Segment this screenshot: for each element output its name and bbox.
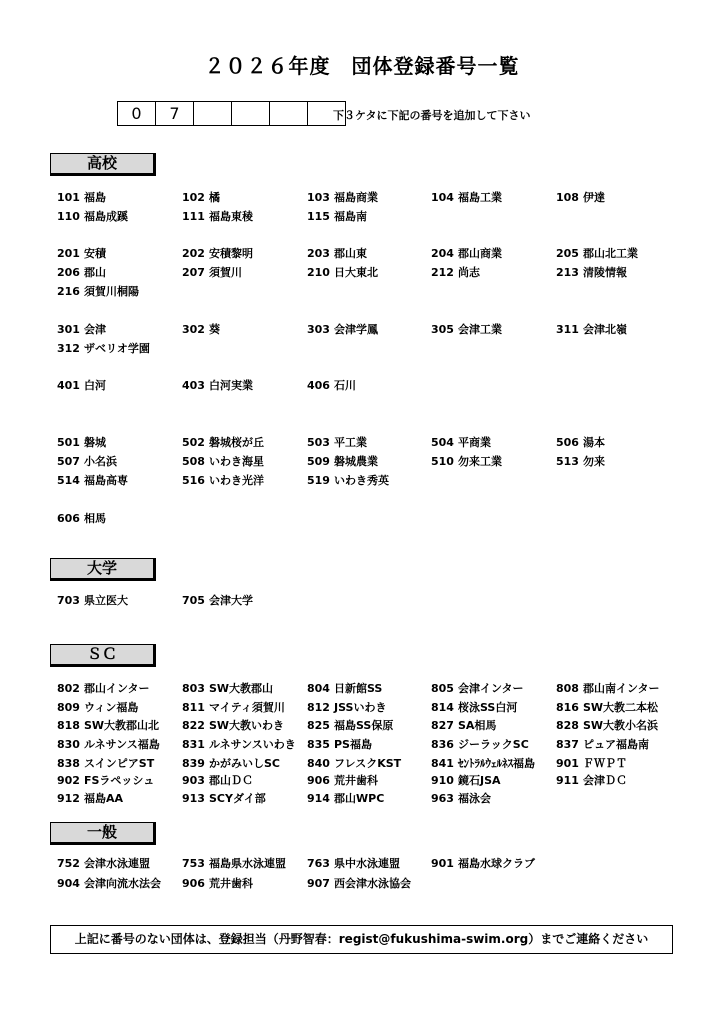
team-name: SA相馬	[458, 719, 497, 732]
team-name: JSSいわき	[334, 701, 387, 714]
team-number: 901	[556, 757, 579, 770]
team-name: マイティ須賀川	[209, 701, 285, 714]
team-name: FSラペッシュ	[84, 774, 155, 787]
team-number: 818	[57, 719, 80, 732]
team-name: 石川	[334, 379, 356, 392]
team-entry	[431, 736, 529, 752]
team-name: フレスクKST	[334, 757, 402, 770]
code-digit-3	[194, 102, 232, 125]
team-name: SW大教二本松	[583, 701, 659, 714]
team-entry	[182, 717, 284, 733]
team-entry	[57, 772, 154, 788]
team-number: 507	[57, 455, 80, 468]
team-entry	[57, 680, 150, 696]
team-name: 須賀川	[209, 266, 242, 279]
team-entry	[307, 434, 367, 450]
team-number: 519	[307, 474, 330, 487]
team-number: 828	[556, 719, 579, 732]
team-number: 803	[182, 682, 205, 695]
team-number: 809	[57, 701, 80, 714]
team-number: 906	[307, 774, 330, 787]
code-digit-2: 7	[156, 102, 194, 125]
team-entry	[556, 453, 605, 469]
team-entry	[431, 189, 502, 205]
team-entry	[556, 245, 638, 261]
team-name: ｾﾝﾄﾗﾙｳｪﾙﾈｽ福島	[458, 757, 535, 770]
team-number: 838	[57, 757, 80, 770]
team-entry	[182, 855, 286, 871]
team-number: 835	[307, 738, 330, 751]
team-entry	[431, 434, 491, 450]
team-number: 111	[182, 210, 205, 223]
team-entry	[307, 453, 378, 469]
team-number: 305	[431, 323, 454, 336]
team-entry	[57, 875, 161, 891]
team-name: 平工業	[334, 436, 367, 449]
team-number: 205	[556, 247, 579, 260]
team-number: 705	[182, 594, 205, 607]
team-entry	[182, 790, 266, 806]
team-number: 804	[307, 682, 330, 695]
team-number: 104	[431, 191, 454, 204]
team-entry	[307, 321, 378, 337]
team-entry	[307, 772, 378, 788]
team-number: 841	[431, 757, 454, 770]
team-number: 401	[57, 379, 80, 392]
team-name: 福島	[84, 191, 106, 204]
team-number: 101	[57, 191, 80, 204]
team-name: 西会津水泳協会	[334, 877, 411, 890]
team-name: 磐城	[84, 436, 106, 449]
team-number: 403	[182, 379, 205, 392]
team-number: 907	[307, 877, 330, 890]
code-digit-4	[232, 102, 270, 125]
team-entry	[431, 717, 496, 733]
team-number: 201	[57, 247, 80, 260]
team-number: 508	[182, 455, 205, 468]
team-number: 504	[431, 436, 454, 449]
code-digit-5	[270, 102, 308, 125]
team-number: 212	[431, 266, 454, 279]
team-number: 910	[431, 774, 454, 787]
team-name: 勿来工業	[458, 455, 502, 468]
team-name: 平商業	[458, 436, 491, 449]
team-number: 301	[57, 323, 80, 336]
team-number: 311	[556, 323, 579, 336]
team-number: 703	[57, 594, 80, 607]
team-entry	[57, 755, 154, 771]
team-name: 会津	[84, 323, 106, 336]
team-number: 103	[307, 191, 330, 204]
team-entry	[431, 680, 524, 696]
team-name: 清陵情報	[583, 266, 627, 279]
team-number: 903	[182, 774, 205, 787]
team-name: 会津インター	[458, 682, 524, 695]
team-number: 827	[431, 719, 454, 732]
team-name: 福島県水泳連盟	[209, 857, 286, 870]
instruction-text: 下３ケタに下記の番号を追加して下さい	[333, 109, 531, 122]
team-entry	[556, 189, 605, 205]
team-entry	[57, 790, 123, 806]
team-name: 会津向流水法会	[84, 877, 161, 890]
team-number: 203	[307, 247, 330, 260]
team-name: 福島高専	[84, 474, 128, 487]
team-entry	[182, 245, 253, 261]
team-entry	[556, 699, 658, 715]
team-number: 802	[57, 682, 80, 695]
team-entry	[307, 875, 411, 891]
team-name: 福島商業	[334, 191, 378, 204]
team-name: 郡山インター	[84, 682, 150, 695]
team-name: いわき秀英	[334, 474, 389, 487]
team-number: 503	[307, 436, 330, 449]
team-entry	[57, 283, 139, 299]
section-header-general: 一般	[50, 822, 156, 845]
page-title: ２０２６年度 団体登録番号一覧	[204, 54, 520, 78]
team-name: 福島SS保原	[334, 719, 394, 732]
team-number: 805	[431, 682, 454, 695]
team-entry	[57, 717, 159, 733]
team-name: いわき光洋	[209, 474, 264, 487]
team-entry	[556, 264, 627, 280]
team-number: 502	[182, 436, 205, 449]
team-entry	[57, 321, 106, 337]
team-name: 日新館SS	[334, 682, 383, 695]
team-entry	[57, 208, 128, 224]
team-name: SW大教郡山	[209, 682, 274, 695]
team-number: 912	[57, 792, 80, 805]
team-number: 102	[182, 191, 205, 204]
team-name: 郡山東	[334, 247, 367, 260]
team-entry	[182, 472, 264, 488]
team-name: ルネサンス福島	[84, 738, 160, 751]
team-number: 913	[182, 792, 205, 805]
team-entry	[431, 245, 502, 261]
team-name: 福島成蹊	[84, 210, 128, 223]
team-name: 相馬	[84, 512, 106, 525]
team-entry	[182, 264, 242, 280]
team-name: SCYダイ部	[209, 792, 266, 805]
section-header-sc: ＳＣ	[50, 644, 156, 667]
section-header-university: 大学	[50, 558, 156, 581]
team-name: 会津ＤＣ	[583, 774, 627, 787]
team-number: 115	[307, 210, 330, 223]
team-name: 会津工業	[458, 323, 502, 336]
team-entry	[556, 736, 649, 752]
team-name: 須賀川桐陽	[84, 285, 139, 298]
team-entry	[307, 790, 384, 806]
team-entry	[307, 264, 378, 280]
team-entry	[307, 736, 372, 752]
team-entry	[556, 680, 660, 696]
team-name: PS福島	[334, 738, 372, 751]
team-number: 207	[182, 266, 205, 279]
team-name: いわき海星	[209, 455, 264, 468]
team-entry	[57, 377, 106, 393]
team-entry	[182, 736, 296, 752]
team-entry	[57, 264, 106, 280]
team-entry	[431, 790, 491, 806]
team-number: 840	[307, 757, 330, 770]
team-number: 514	[57, 474, 80, 487]
team-number: 513	[556, 455, 579, 468]
team-entry	[307, 245, 367, 261]
team-number: 830	[57, 738, 80, 751]
team-entry	[57, 736, 160, 752]
team-number: 763	[307, 857, 330, 870]
team-name: 県立医大	[84, 594, 128, 607]
team-number: 501	[57, 436, 80, 449]
team-entry	[431, 855, 535, 871]
team-name: 小名浜	[84, 455, 117, 468]
team-name: 会津学鳳	[334, 323, 378, 336]
team-entry	[182, 592, 253, 608]
team-number: 808	[556, 682, 579, 695]
team-name: 伊達	[583, 191, 605, 204]
team-name: 郡山WPC	[334, 792, 385, 805]
team-entry	[57, 699, 138, 715]
team-number: 814	[431, 701, 454, 714]
team-entry	[57, 855, 150, 871]
team-number: 202	[182, 247, 205, 260]
team-number: 811	[182, 701, 205, 714]
team-entry	[182, 680, 273, 696]
team-entry	[431, 453, 502, 469]
team-name: 安積黎明	[209, 247, 253, 260]
team-number: 904	[57, 877, 80, 890]
contact-footer: 上記に番号のない団体は、登録担当（丹野智春：regist@fukushima-swim.org）までご連絡ください	[50, 925, 673, 954]
team-name: ザベリオ学園	[84, 342, 150, 355]
team-number: 752	[57, 857, 80, 870]
team-entry	[57, 434, 106, 450]
team-entry	[57, 340, 150, 356]
team-number: 812	[307, 701, 330, 714]
team-number: 108	[556, 191, 579, 204]
team-name: 磐城桜が丘	[209, 436, 264, 449]
team-entry	[57, 245, 106, 261]
team-number: 213	[556, 266, 579, 279]
team-number: 837	[556, 738, 579, 751]
team-entry	[556, 755, 627, 771]
team-number: 303	[307, 323, 330, 336]
team-number: 206	[57, 266, 80, 279]
team-name: SW大教小名浜	[583, 719, 659, 732]
team-name: 葵	[209, 323, 220, 336]
team-number: 753	[182, 857, 205, 870]
team-number: 516	[182, 474, 205, 487]
team-entry	[307, 189, 378, 205]
team-name: 安積	[84, 247, 106, 260]
team-number: 831	[182, 738, 205, 751]
team-number: 906	[182, 877, 205, 890]
team-name: 桜泳SS白河	[458, 701, 518, 714]
team-name: かがみいしSC	[209, 757, 280, 770]
team-name: 福島南	[334, 210, 367, 223]
team-name: 白河実業	[209, 379, 253, 392]
team-entry	[182, 189, 220, 205]
team-number: 210	[307, 266, 330, 279]
team-name: 福島東稜	[209, 210, 253, 223]
team-name: 県中水泳連盟	[334, 857, 400, 870]
team-number: 911	[556, 774, 579, 787]
registration-code-boxes	[117, 101, 346, 126]
team-name: ピュア福島南	[583, 738, 649, 751]
team-entry	[307, 699, 386, 715]
team-name: 郡山ＤＣ	[209, 774, 253, 787]
team-number: 963	[431, 792, 454, 805]
team-name: 鏡石JSA	[458, 774, 501, 787]
team-name: 福島水球クラブ	[458, 857, 535, 870]
team-name: 磐城農業	[334, 455, 378, 468]
team-number: 204	[431, 247, 454, 260]
team-entry	[182, 434, 264, 450]
team-entry	[556, 772, 627, 788]
team-number: 216	[57, 285, 80, 298]
team-name: スインピアST	[84, 757, 155, 770]
team-entry	[431, 772, 501, 788]
team-name: ウィン福島	[84, 701, 139, 714]
team-number: 302	[182, 323, 205, 336]
team-name: 湯本	[583, 436, 605, 449]
team-name: 尚志	[458, 266, 480, 279]
team-number: 839	[182, 757, 205, 770]
team-entry	[57, 472, 128, 488]
team-name: 福島AA	[84, 792, 124, 805]
team-entry	[182, 875, 253, 891]
team-entry	[307, 680, 382, 696]
team-name: 郡山北工業	[583, 247, 638, 260]
team-entry	[431, 321, 502, 337]
team-name: 日大東北	[334, 266, 378, 279]
team-number: 406	[307, 379, 330, 392]
team-number: 312	[57, 342, 80, 355]
team-name: ルネサンスいわき	[209, 738, 296, 751]
team-number: 606	[57, 512, 80, 525]
team-number: 509	[307, 455, 330, 468]
team-name: 会津北嶺	[583, 323, 627, 336]
team-entry	[307, 755, 401, 771]
team-name: 会津大学	[209, 594, 253, 607]
team-number: 816	[556, 701, 579, 714]
team-entry	[182, 755, 280, 771]
team-entry	[182, 377, 253, 393]
team-entry	[431, 755, 535, 771]
team-number: 510	[431, 455, 454, 468]
team-entry	[57, 592, 128, 608]
team-entry	[182, 453, 264, 469]
team-entry	[307, 717, 393, 733]
team-entry	[182, 699, 285, 715]
team-entry	[307, 377, 356, 393]
team-number: 914	[307, 792, 330, 805]
team-name: 郡山南インター	[583, 682, 660, 695]
team-name: SW大教いわき	[209, 719, 285, 732]
team-name: 白河	[84, 379, 106, 392]
team-name: 郡山商業	[458, 247, 502, 260]
team-entry	[182, 208, 253, 224]
team-entry	[182, 772, 253, 788]
team-entry	[57, 510, 106, 526]
team-entry	[307, 855, 400, 871]
team-name: ジーラックSC	[458, 738, 529, 751]
team-number: 836	[431, 738, 454, 751]
team-entry	[307, 208, 367, 224]
team-entry	[182, 321, 220, 337]
team-number: 825	[307, 719, 330, 732]
team-name: 福泳会	[458, 792, 491, 805]
team-name: 郡山	[84, 266, 106, 279]
team-number: 110	[57, 210, 80, 223]
code-digit-1: 0	[118, 102, 156, 125]
team-number: 506	[556, 436, 579, 449]
team-name: 荒井歯科	[334, 774, 378, 787]
team-entry	[556, 321, 627, 337]
team-name: 勿来	[583, 455, 605, 468]
team-number: 902	[57, 774, 80, 787]
team-name: SW大教郡山北	[84, 719, 160, 732]
team-entry	[556, 434, 605, 450]
team-name: ＦＷＰＴ	[583, 757, 627, 770]
team-entry	[431, 264, 480, 280]
team-name: 荒井歯科	[209, 877, 253, 890]
team-entry	[57, 453, 117, 469]
team-number: 901	[431, 857, 454, 870]
team-entry	[57, 189, 106, 205]
team-entry	[307, 472, 389, 488]
team-name: 橘	[209, 191, 220, 204]
team-number: 822	[182, 719, 205, 732]
team-entry	[556, 717, 658, 733]
team-entry	[431, 699, 517, 715]
team-name: 会津水泳連盟	[84, 857, 150, 870]
section-header-high-school: 高校	[50, 153, 156, 176]
team-name: 福島工業	[458, 191, 502, 204]
